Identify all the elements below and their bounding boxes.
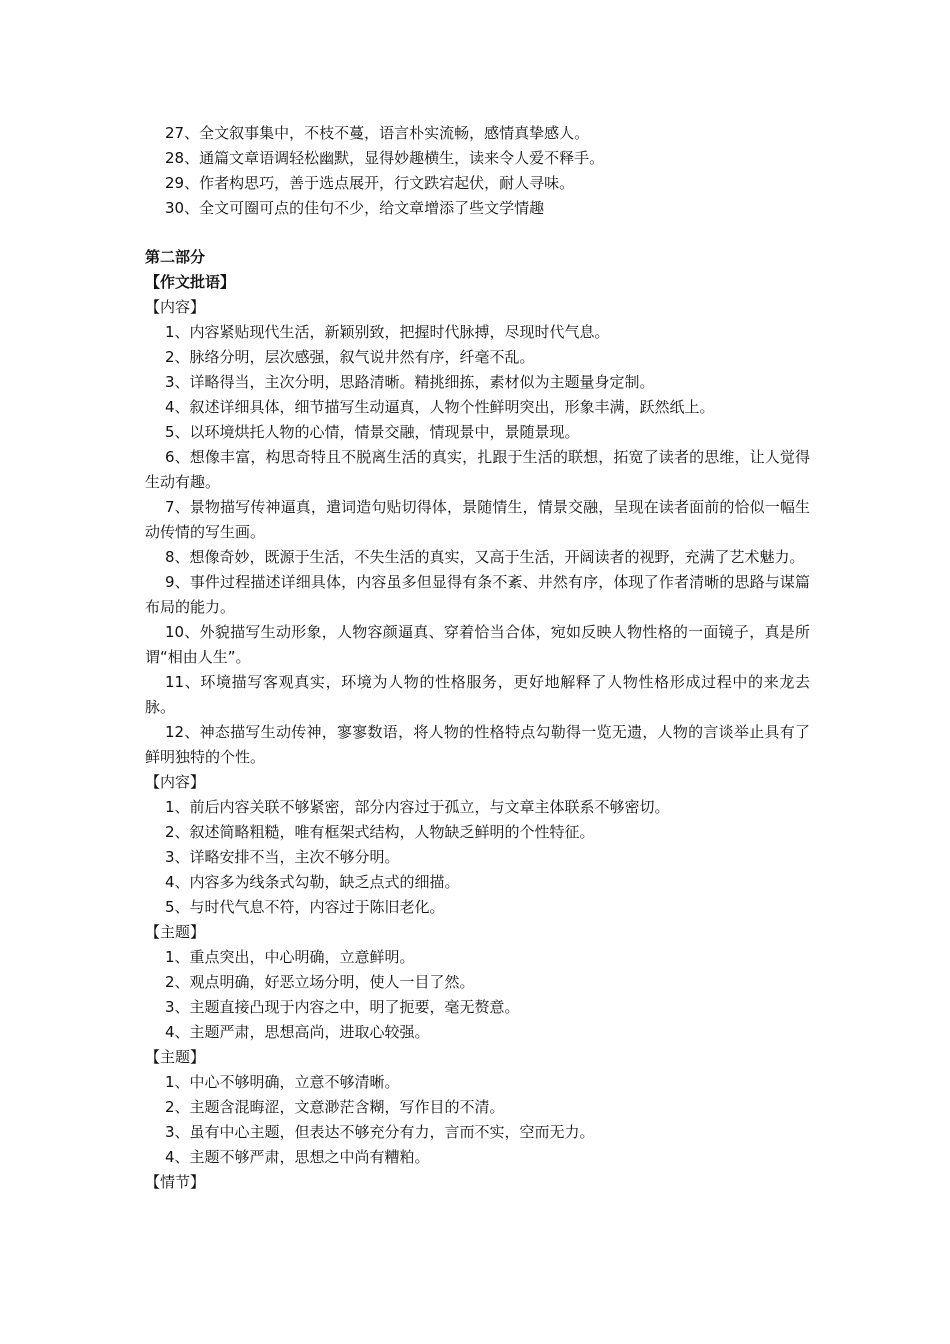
theme-bad-heading: 【主题】 [145, 1048, 206, 1066]
list-item: 11、环境描写客观真实，环境为人物的性格服务，更好地解释了人物性格形成过程中的来龙去脉。 [145, 673, 810, 716]
theme-good-list [145, 945, 810, 1045]
list-item: 4、叙述详细具体，细节描写生动逼真，人物个性鲜明突出，形象丰满，跃然纸上。 [165, 398, 715, 416]
list-item: 30、全文可圈可点的佳句不少，给文章增添了些文学情趣 [165, 199, 545, 217]
list-item: 10、外貌描写生动形象，人物容颜逼真、穿着恰当合体，宛如反映人物性格的一面镜子，真是所谓“相由人生”。 [145, 623, 810, 666]
list-item: 3、虽有中心主题，但表达不够充分有力，言而不实，空而无力。 [165, 1123, 595, 1141]
list-item: 12、神态描写生动传神，寥寥数语，将人物的性格特点勾勒得一览无遗，人物的言谈举止具有了鲜明独特的个性。 [145, 723, 810, 766]
list-item: 7、景物描写传神逼真，遣词造句贴切得体，景随情生，情景交融，呈现在读者面前的恰似一幅生动传情的写生画。 [145, 498, 810, 541]
list-item: 4、内容多为线条式勾勒，缺乏点式的细描。 [165, 873, 460, 891]
list-item: 27、全文叙事集中，不枝不蔓，语言朴实流畅，感情真挚感人。 [165, 124, 590, 142]
list-item: 1、内容紧贴现代生活，新颖别致，把握时代脉搏，尽现时代气息。 [165, 323, 610, 341]
list-item: 4、主题不够严肃，思想之中尚有糟粕。 [165, 1148, 430, 1166]
list-item: 5、与时代气息不符，内容过于陈旧老化。 [165, 898, 445, 916]
section-title: 第二部分 [145, 248, 206, 266]
list-item: 6、想像丰富，构思奇特且不脱离生活的真实，扎跟于生活的联想，拓宽了读者的思维，让人觉得生动有趣。 [145, 448, 810, 491]
section-subtitle: 【作文批语】 [145, 273, 236, 291]
list-item: 3、主题直接凸现于内容之中，明了扼要，毫无赘意。 [165, 998, 520, 1016]
list-item: 29、作者构思巧，善于选点展开，行文跌宕起伏，耐人寻味。 [165, 174, 575, 192]
list-item: 2、脉络分明，层次感强，叙气说井然有序，纤毫不乱。 [165, 348, 535, 366]
section-gap [145, 221, 810, 245]
content-bad-list [145, 795, 810, 920]
theme-good-heading: 【主题】 [145, 923, 206, 941]
list-item: 4、主题严肃，思想高尚，进取心较强。 [165, 1023, 430, 1041]
list-item: 2、主题含混晦涩，文意渺茫含糊，写作目的不清。 [165, 1098, 505, 1116]
list-item: 8、想像奇妙，既源于生活，不失生活的真实，又高于生活，开阔读者的视野，充满了艺术魅力。 [165, 548, 805, 566]
list-item: 9、事件过程描述详细具体，内容虽多但显得有条不紊、井然有序，体现了作者清晰的思路与谋篇布局的能力。 [145, 573, 810, 616]
content-bad-heading: 【内容】 [145, 773, 206, 791]
list-item: 1、前后内容关联不够紧密，部分内容过于孤立，与文章主体联系不够密切。 [165, 798, 670, 816]
list-item: 5、以环境烘托人物的心情，情景交融，情现景中，景随景现。 [165, 423, 580, 441]
list-item: 3、详略得当，主次分明，思路清晰。精挑细拣，素材似为主题量身定制。 [165, 373, 655, 391]
list-item: 3、详略安排不当，主次不够分明。 [165, 848, 400, 866]
list-item: 1、重点突出，中心明确，立意鲜明。 [165, 948, 415, 966]
list-item: 2、观点明确，好恶立场分明，使人一目了然。 [165, 973, 475, 991]
list-item: 28、通篇文章语调轻松幽默，显得妙趣横生，读来令人爱不释手。 [165, 149, 605, 167]
document-page [145, 121, 810, 1195]
content-good-heading: 【内容】 [145, 298, 206, 316]
theme-bad-list [145, 1070, 810, 1170]
list-item: 1、中心不够明确，立意不够清晰。 [165, 1073, 400, 1091]
content-good-list [145, 320, 810, 770]
plot-heading: 【情节】 [145, 1173, 206, 1191]
list-item: 2、叙述简略粗糙，唯有框架式结构，人物缺乏鲜明的个性特征。 [165, 823, 595, 841]
part1-list [145, 121, 810, 221]
